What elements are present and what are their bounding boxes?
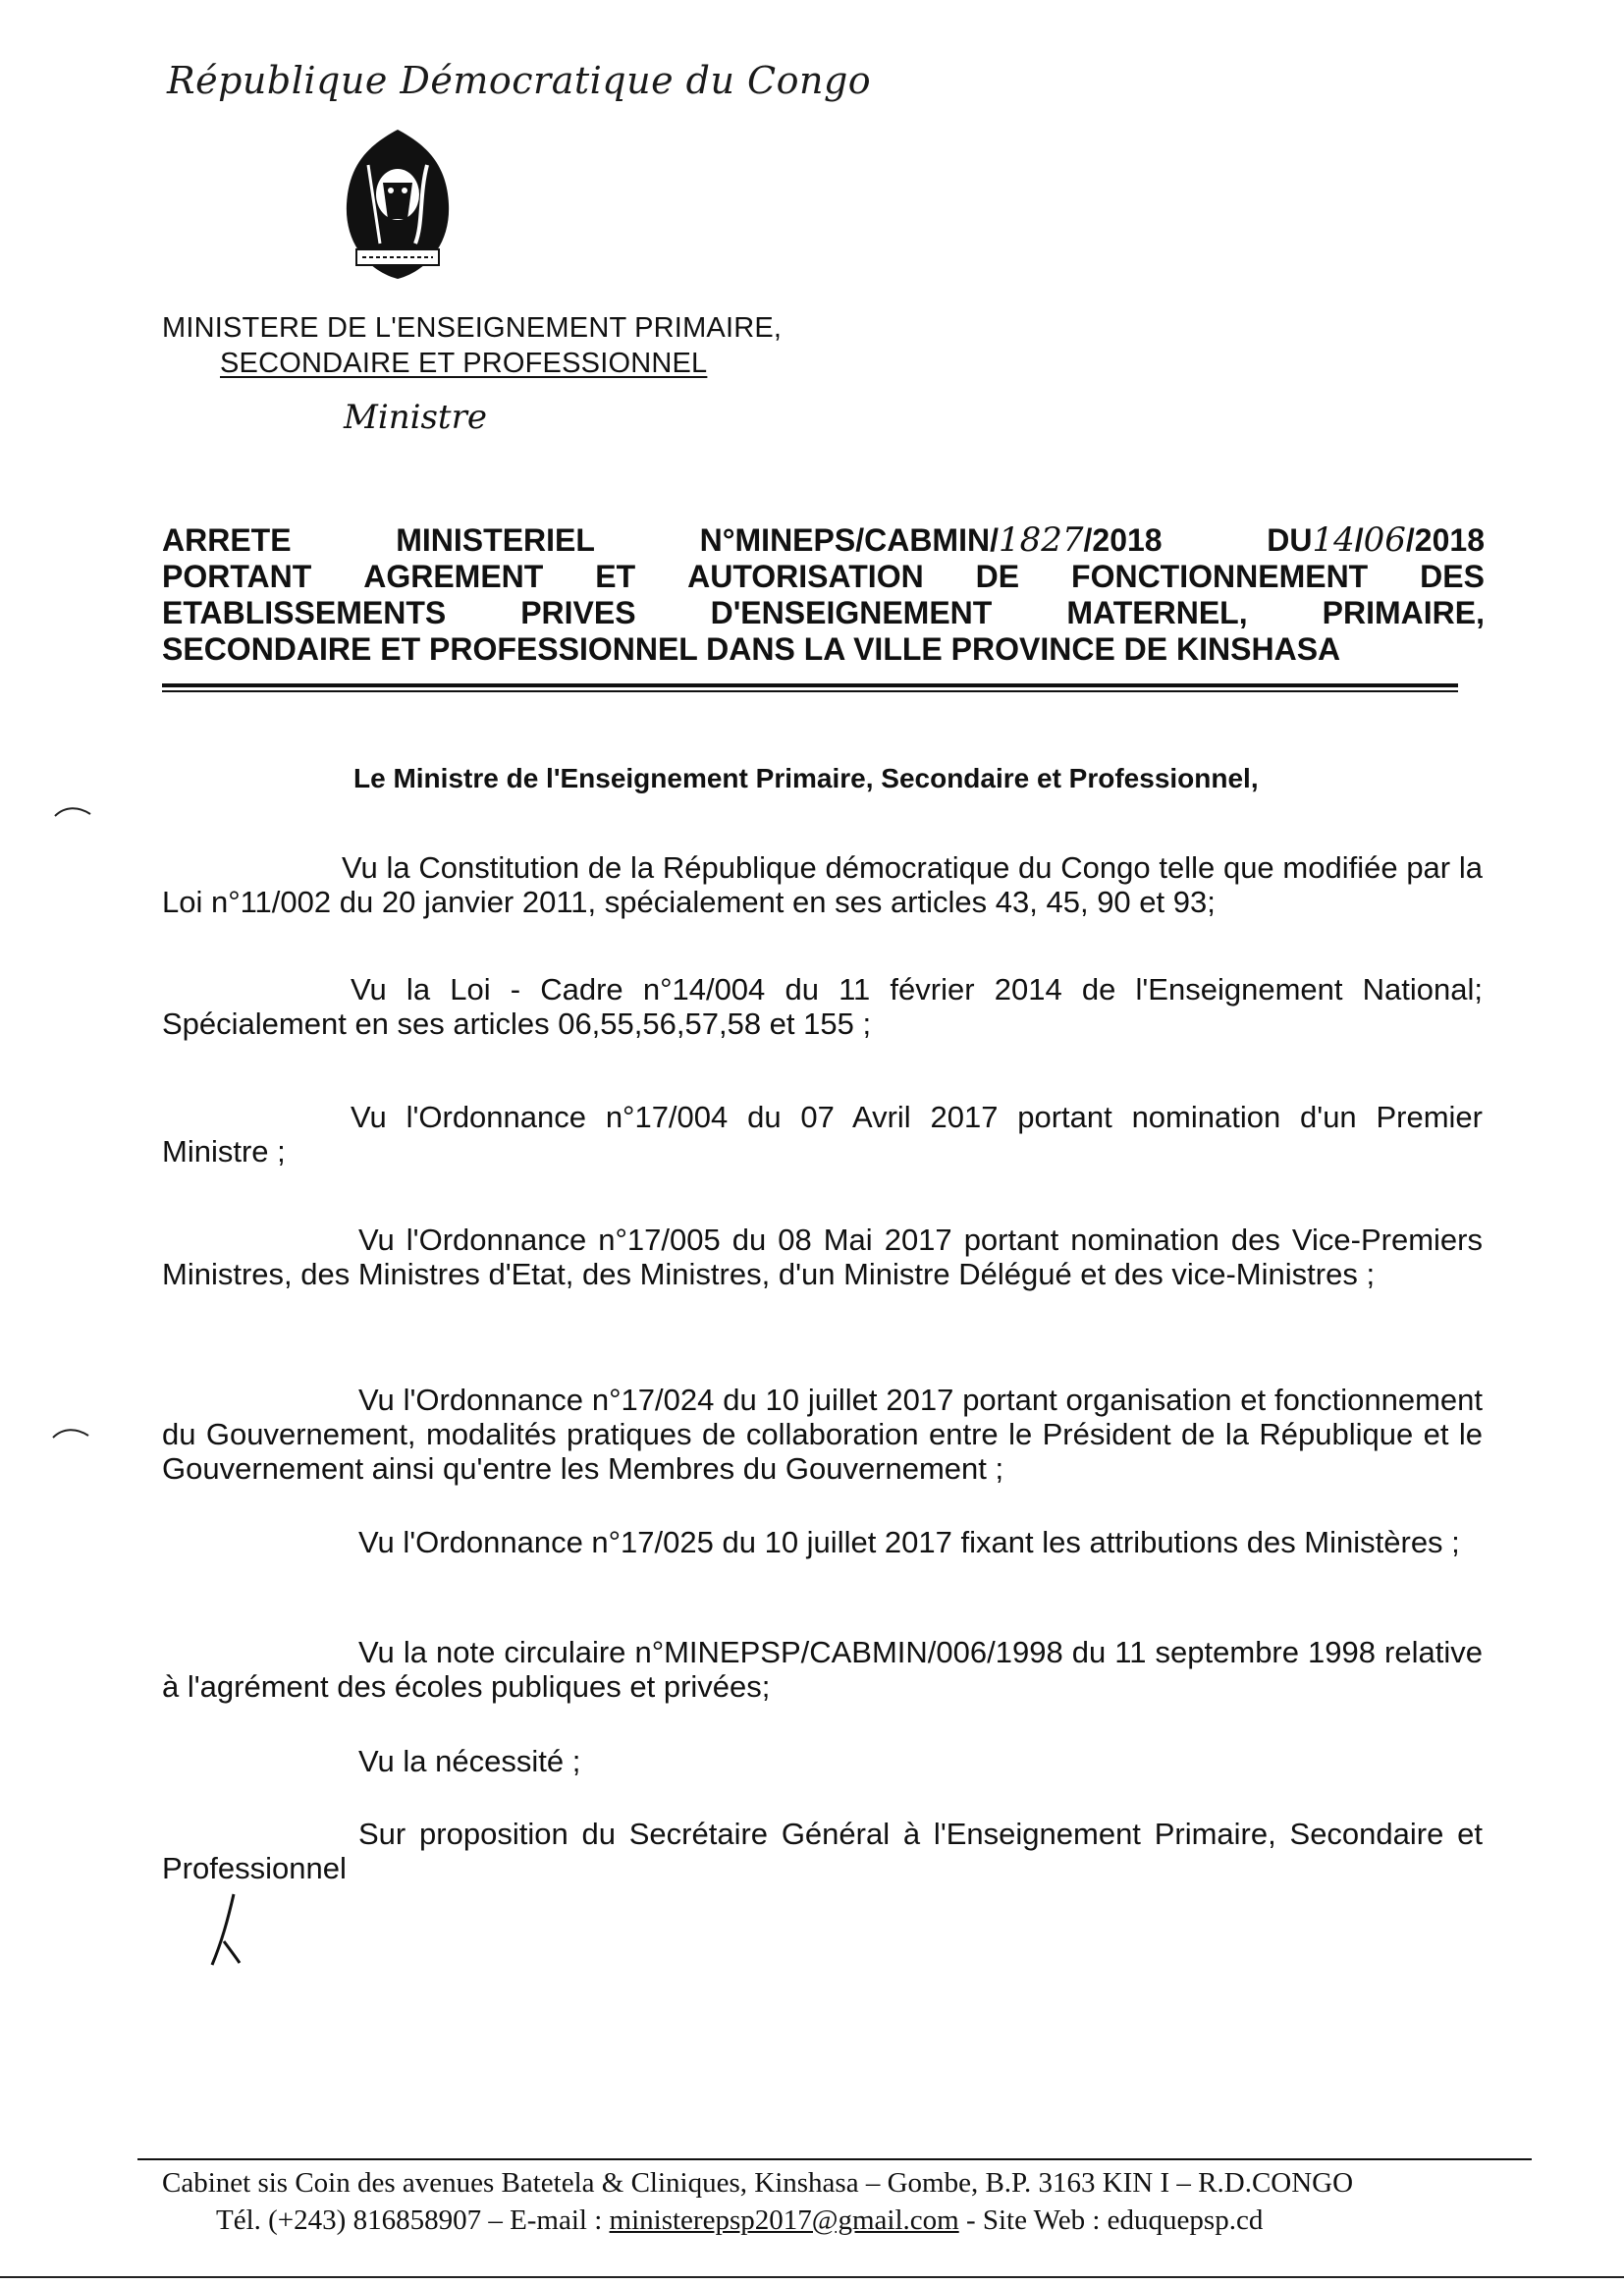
margin-mark-icon [49, 1422, 92, 1443]
title-word: ETABLISSEMENTS [162, 595, 447, 630]
title-line-4 [162, 631, 1485, 668]
recital-ordonnance-004: Vu l'Ordonnance n°17/004 du 07 Avril 2017 portant nomination d'un Premier Ministre ; [162, 1100, 1483, 1169]
handwritten-number: 1827 [998, 520, 1084, 560]
handwritten-month: 06 [1363, 520, 1406, 560]
recital-loi-cadre: Vu la Loi - Cadre n°14/004 du 11 février 2014 de l'Enseignement National; Spécialement en ses articles 06,55,56,57,58 et 155 ; [162, 972, 1483, 1041]
title-word: ET [595, 559, 636, 594]
title-word: AUTORISATION [687, 559, 924, 594]
title-line-3 [162, 595, 1485, 631]
title-text: SECONDAIRE ET PROFESSIONNEL DANS LA VILLE PROVINCE DE KINSHASA [162, 631, 1341, 667]
title-word: DE [975, 559, 1020, 594]
title-word: FONCTIONNEMENT [1071, 559, 1369, 594]
title-underline-thin [162, 690, 1458, 692]
minister-heading: Le Ministre de l'Enseignement Primaire, Secondaire et Professionnel, [353, 763, 1259, 793]
title-word: AGREMENT [363, 559, 544, 594]
title-word: PRIVES [520, 595, 636, 630]
footer-tel: Tél. (+243) 816858907 – E-mail : [216, 2204, 610, 2236]
margin-mark-icon [51, 800, 94, 822]
footer-rule [137, 2158, 1532, 2160]
title-word: D'ENSEIGNEMENT [710, 595, 993, 630]
recital-constitution: Vu la Constitution de la République démocratique du Congo telle que modifiée par la Loi n°11/002 du 20 janvier 2011, spécialement en ses articles 43, 45, 90 et 93; [162, 850, 1483, 919]
title-word: PRIMAIRE, [1322, 595, 1485, 630]
handwritten-day: 14 [1312, 520, 1355, 560]
recital-necessite: Vu la nécessité ; [358, 1744, 581, 1778]
title-line-2 [162, 559, 1485, 595]
title-underline [162, 683, 1458, 687]
title-word: ARRETE [162, 522, 292, 558]
title-word: MATERNEL, [1066, 595, 1248, 630]
footer-site: - Site Web : eduquepsp.cd [958, 2204, 1264, 2236]
footer-email-link[interactable]: ministerepsp2017@gmail.com [609, 2204, 959, 2236]
title-word: PORTANT [162, 559, 312, 594]
decree-title [162, 522, 1485, 668]
decree-number: N°MINEPS/CABMIN/1827/2018 [699, 520, 1163, 560]
republic-heading: République Démocratique du Congo [167, 59, 872, 102]
recital-proposition: Sur proposition du Secrétaire Général à l'Enseignement Primaire, Secondaire et Professionnel [162, 1817, 1483, 1885]
footer-address: Cabinet sis Coin des avenues Batetela & Cliniques, Kinshasa – Gombe, B.P. 3163 KIN I – R.D.CONGO [162, 2167, 1354, 2199]
page-bottom-edge [0, 2276, 1624, 2278]
footer-contact [216, 2204, 1263, 2237]
ministre-label: Ministre [344, 398, 487, 437]
ministry-name-line2: SECONDAIRE ET PROFESSIONNEL [220, 348, 708, 379]
title-line-1 [162, 522, 1485, 559]
recital-note-circulaire: Vu la note circulaire n°MINEPSP/CABMIN/006/1998 du 11 septembre 1998 relative à l'agrément des écoles publiques et privées; [162, 1635, 1483, 1704]
ministry-name-line1: MINISTERE DE L'ENSEIGNEMENT PRIMAIRE, [162, 312, 783, 344]
recital-ordonnance-025: Vu l'Ordonnance n°17/025 du 10 juillet 2017 fixant les attributions des Ministères ; [358, 1525, 1460, 1559]
initial-signature-icon [206, 1890, 245, 1969]
recital-ordonnance-024: Vu l'Ordonnance n°17/024 du 10 juillet 2017 portant organisation et fonctionnement du Gouvernement, modalités pratiques de collaboration entre le Président de la République et le Gouvernement ainsi qu'entre les Membres du Gouvernement ; [162, 1383, 1483, 1486]
coat-of-arms-icon [329, 126, 466, 283]
title-word: MINISTERIEL [396, 522, 595, 558]
recital-ordonnance-005: Vu l'Ordonnance n°17/005 du 08 Mai 2017 portant nomination des Vice-Premiers Ministres, des Ministres d'Etat, des Ministres, d'un Ministre Délégué et des vice-Ministres ; [162, 1223, 1483, 1291]
decree-date: DU14/06/2018 [1267, 520, 1485, 560]
title-word: DES [1420, 559, 1485, 594]
